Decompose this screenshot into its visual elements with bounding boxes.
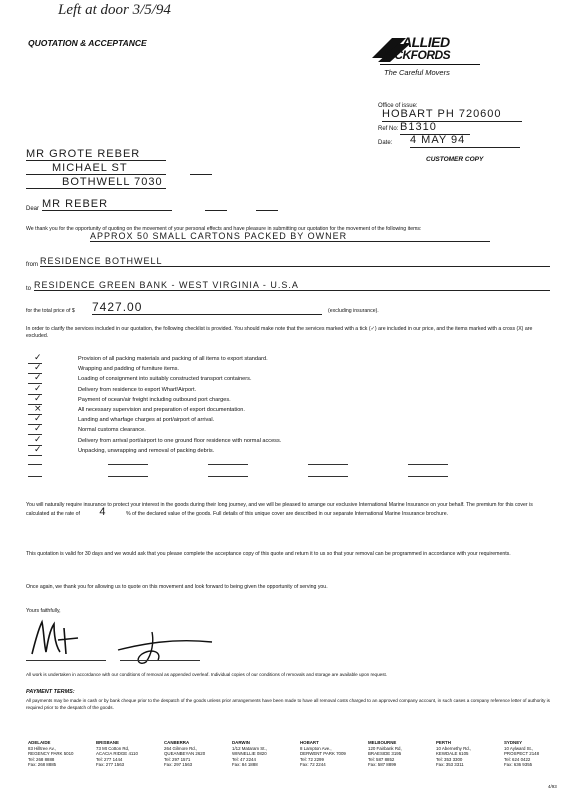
checklist-item: ✓ Delivery from residence to export Wharf/Airport. <box>28 385 548 395</box>
copy-label: CUSTOMER COPY <box>426 156 484 163</box>
to-value: RESIDENCE GREEN BANK - WEST VIRGINIA - U.S.A <box>34 280 550 291</box>
price-label: for the total price of $ <box>26 308 75 314</box>
from-value: RESIDENCE BOTHWELL <box>40 256 550 267</box>
blank-lines <box>28 462 548 482</box>
insurance-rate: 4 <box>99 506 107 518</box>
terms-note: All work is undertaken in accordance with our conditions of removal as appended overleaf. Individual copies of our conditions of removals and storage are available upon request. <box>26 672 388 677</box>
date-value: 4 MAY 94 <box>410 134 520 148</box>
address-line-3: BOTHWELL 7030 <box>62 176 163 188</box>
handwritten-note: Left at door 3/5/94 <box>58 2 171 18</box>
from-label: from <box>26 262 38 268</box>
office-brisbane: BRISBANE 73 Mt Cotton Rd, ACACIA RIDGE 4110 Tel: 277 1444 Fax: 277 1563 <box>96 740 138 768</box>
company-logo <box>372 34 492 82</box>
office-melbourne: MELBOURNE 120 Fairbank Rd, BRAESIDE 3195 Tel: 587 8852 Fax: 587 8899 <box>368 740 402 768</box>
office-canberra: CANBERRA 264 Gilmore Rd., QUEANBEYAN 2620 Tel: 297 1571 Fax: 297 1563 <box>164 740 206 768</box>
signature-right-icon <box>112 628 222 668</box>
dear-label: Dear <box>26 206 40 212</box>
intro-paragraph: We thank you for the opportunity of quoting on the movement of your personal effects and have pleasure in submitting our quotation for the movement of the following items: <box>26 226 422 232</box>
tick-mark-icon: ✓ <box>34 393 42 404</box>
office-adelaide: ADELAIDE 83 Hilltree Av., REGENCY PARK 5010 Tel: 268 8888 Fax: 268 8885 <box>28 740 74 768</box>
office-sydney: SYDNEY 10 Aylward St., PROSPECT 2148 Tel: 624 0422 Fax: 636 9355 <box>504 740 540 768</box>
thanks-paragraph: Once again, we thank you for allowing us to quote on this movement and look forward to being given the opportunity of serving you. <box>26 584 328 590</box>
ref-value: B1310 <box>400 121 470 135</box>
items-value: APPROX 50 SMALL CARTONS PACKED BY OWNER <box>90 231 490 242</box>
checklist-item: ✓ Delivery from arrival port/airport to one ground floor residence with normal access. <box>28 436 548 446</box>
offices-footer <box>28 740 573 768</box>
form-title: QUOTATION & ACCEPTANCE <box>28 38 147 48</box>
tick-mark-icon: ✓ <box>34 444 42 455</box>
closing-text: Yours faithfully, <box>26 608 61 614</box>
price-value: 7427.00 <box>92 300 322 315</box>
logo-line-1: ALLIED <box>402 34 450 50</box>
validity-paragraph: This quotation is valid for 30 days and we would ask that you please complete the acceptance copy of this quote and return it to us so that your removal can be programmed in accordance with your requirements. <box>26 551 511 557</box>
office-darwin: DARWIN 1/12 Mataram St., WINNELLIE 0820 Tel: 47 2244 Fax: 84 1888 <box>232 740 267 768</box>
logo-line-2: PICKFORDS <box>384 48 451 62</box>
tick-mark-icon: ✓ <box>34 373 42 384</box>
date-label: Date: <box>378 140 393 146</box>
footer-code: 4/93 <box>548 784 557 789</box>
cross-mark-icon: × <box>34 403 42 414</box>
payment-text: All payments may be made in cash or by bank cheque prior to the despatch of the goods unless prior arrangements have been made to have all removal costs charged to an approved company account, in such cases a company reference letter of authority is required prior to the despatch of the goods. <box>26 698 550 710</box>
tick-mark-icon: ✓ <box>34 383 42 394</box>
logo-tagline: The Careful Movers <box>384 68 450 77</box>
office-of-issue-value: HOBART PH 720600 <box>382 108 522 122</box>
insurance-paragraph: You will naturally require insurance to protect your interest in the goods during their long journey, and we will be pleased to arrange our exclusive International Marine Insurance on your behalf. The premium for this cover is calculated at the rate of 4 % of the declared value of the goods. Full details of this unique cover are described in our separate International Marine Insurance brochure. <box>26 502 533 518</box>
checklist-item: ✓ Normal customs clearance. <box>28 425 548 435</box>
services-checklist <box>28 354 548 456</box>
ref-label: Ref No: <box>378 126 399 132</box>
payment-title: PAYMENT TERMS: <box>26 689 75 695</box>
clarify-paragraph: In order to clarify the services included in our quotation, the following checklist is provided. You should make note that the services marked with a tick (✓) are included in our price, and the items marked with a cross (X) are excluded. <box>26 326 533 339</box>
to-label: to <box>26 286 32 292</box>
address-line-1: MR GROTE REBER <box>26 148 141 160</box>
signature-left-icon <box>28 618 88 658</box>
checklist-item: ✓ Provision of all packing materials and packing of all items to export standard. <box>28 354 548 364</box>
checklist-item: ✓ Wrapping and padding of furniture items. <box>28 364 548 374</box>
dear-value: MR REBER <box>42 198 172 211</box>
office-of-issue-label: Office of issue: <box>378 103 418 109</box>
tick-mark-icon: ✓ <box>34 414 42 425</box>
checklist-item: ✓ Unpacking, unwrapping and removal of packing debris. <box>28 446 548 456</box>
office-hobart: HOBART 8 Lampton Ave., DERWENT PARK 7009 Tel: 72 2299 Fax: 72 2244 <box>300 740 346 768</box>
checklist-item: × All necessary supervision and preparation of export documentation. <box>28 405 548 415</box>
checklist-item: ✓ Loading of consignment into suitably constructed transport containers. <box>28 374 548 384</box>
tick-mark-icon: ✓ <box>34 434 42 445</box>
tick-mark-icon: ✓ <box>34 353 42 363</box>
checklist-item: ✓ Landing and wharfage charges at port/airport of arrival. <box>28 415 548 425</box>
address-line-2: MICHAEL ST <box>52 162 128 174</box>
office-perth: PERTH 10 Abernethy Rd., KEWDALE 6105 Tel: 353 3300 Fax: 353 3311 <box>436 740 472 768</box>
tick-mark-icon: ✓ <box>34 363 42 374</box>
checklist-item: ✓ Payment of ocean/air freight including outbound port charges. <box>28 395 548 405</box>
price-suffix: (excluding insurance). <box>328 308 379 314</box>
tick-mark-icon: ✓ <box>34 424 42 435</box>
